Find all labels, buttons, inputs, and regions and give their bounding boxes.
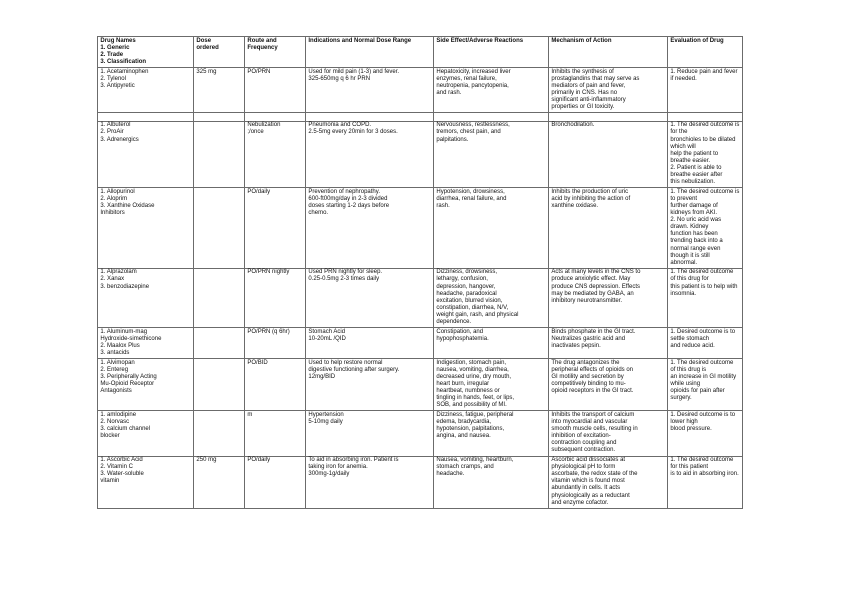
- header-line: 3. Classification: [100, 58, 147, 65]
- cell-line: opioids for pain after surgery.: [670, 388, 725, 402]
- cell-line: PO/daily: [247, 188, 271, 195]
- cell-line: Nausea, vomiting, heartburn,: [436, 457, 514, 464]
- cell-line: this patient is to help with insomnia.: [670, 283, 738, 297]
- table-row: [98, 359, 743, 411]
- cell-line: tingling in hands, feet, or lips,: [436, 395, 515, 402]
- cell-line: Constipation, and: [436, 328, 484, 335]
- table-row: [98, 121, 743, 187]
- cell-line: xanthine oxidase.: [551, 202, 599, 209]
- cell-line: produce anxiolytic effect. May: [551, 276, 631, 283]
- header-line: Side Effect/Adverse Reactions: [436, 37, 524, 44]
- dose-cell: [194, 121, 245, 187]
- cell-line: Inhibits the production of uric: [551, 188, 629, 195]
- cell-line: Ascorbic acid dissociates at: [551, 457, 626, 464]
- cell-line: stomach cramps, and: [436, 464, 494, 471]
- cell-line: competitively binding to mu-: [551, 380, 626, 387]
- header-dose: [194, 37, 245, 68]
- cell-line: physiologically as a reductant: [551, 492, 630, 499]
- cell-line: 1. Alvimopan: [100, 359, 135, 366]
- cell-line: 2. No uric acid was drawn. Kidney: [670, 217, 722, 231]
- table-row: [98, 456, 743, 508]
- cell-line: 1. The desired outcome for this patient: [670, 457, 734, 471]
- blank-cell: [245, 113, 306, 122]
- cell-line: this nebulization.: [670, 179, 716, 186]
- cell-line: may be mediated by GABA, an: [551, 290, 634, 297]
- cell-line: 1. The desired outcome is for the: [670, 122, 740, 136]
- evaluation-cell: [668, 456, 743, 508]
- cell-line: 1. Desired outcome is to settle stomach: [670, 328, 736, 342]
- cell-line: prostaglandins that may serve as: [551, 75, 640, 82]
- header-line: Frequency: [247, 44, 278, 51]
- drug-names-cell: [98, 456, 194, 508]
- header-line: Evaluation of Drug: [670, 37, 724, 44]
- header-line: ordered: [196, 44, 219, 51]
- cell-line: further damage of kidneys from AKI.: [670, 202, 718, 217]
- cell-line: 3. calcium channel: [100, 426, 151, 433]
- cell-line: 5-10mg daily: [308, 419, 343, 426]
- cell-line: GI motility and secretion by: [551, 373, 624, 380]
- cell-line: 12mg/BID: [308, 373, 336, 380]
- indications-cell: [306, 328, 434, 359]
- cell-line: 1. Ascorbic Acid: [100, 457, 143, 464]
- cell-line: properties or GI toxicity.: [551, 104, 615, 111]
- indications-cell: [306, 121, 434, 187]
- header-line: Route and: [247, 37, 277, 44]
- cell-line: Prevention of nephropathy.: [308, 188, 380, 195]
- cell-line: smooth muscle cells, resulting in: [551, 426, 638, 433]
- cell-line: 2. Maalox Plus: [100, 342, 140, 349]
- cell-line: SOB, and possibility of MI.: [436, 402, 507, 409]
- cell-line: 325-650mg q 6 hr PRN: [308, 75, 371, 82]
- cell-line: and enzyme cofactor.: [551, 499, 609, 506]
- cell-line: 3. Peripherally Acting: [100, 373, 157, 380]
- cell-line: hypotension, palpitations,: [436, 426, 505, 433]
- cell-line: Hydroxide-simethicone: [100, 335, 162, 342]
- cell-line: Used for mild pain (1-3) and fever.: [308, 68, 400, 75]
- cell-line: acid by inhibiting the action of: [551, 195, 631, 202]
- cell-line: 1. The desired outcome of this drug for: [670, 269, 734, 283]
- mechanism-cell: [549, 411, 668, 456]
- cell-line: 300mg-1g/daily: [308, 471, 350, 478]
- side-effects-cell: [434, 121, 549, 187]
- header-indications: [306, 37, 434, 68]
- mechanism-cell: [549, 67, 668, 112]
- cell-line: Acts at many levels in the CNS to: [551, 269, 641, 276]
- cell-line: 1. Aluminum-mag: [100, 328, 148, 335]
- dose-cell: [194, 188, 245, 269]
- cell-line: angina, and nausea.: [436, 433, 491, 440]
- blank-cell: [668, 113, 743, 122]
- cell-line: The drug antagonizes the: [551, 359, 620, 366]
- cell-line: lethargy, confusion,: [436, 276, 488, 283]
- cell-line: Indigestion, stomach pain,: [436, 359, 507, 366]
- cell-line: rash.: [436, 202, 450, 209]
- cell-line: PO/PRN nightly: [247, 269, 290, 276]
- cell-line: m: [247, 411, 253, 418]
- side-effects-cell: [434, 456, 549, 508]
- route-cell: [245, 328, 306, 359]
- cell-line: Dizziness, drowsiness,: [436, 269, 498, 276]
- cell-line: 2. Xanax: [100, 276, 125, 283]
- indications-cell: [306, 411, 434, 456]
- route-cell: [245, 268, 306, 327]
- cell-line: chemo.: [308, 210, 329, 217]
- side-effects-cell: [434, 268, 549, 327]
- mechanism-cell: [549, 268, 668, 327]
- cell-line: 1. The desired outcome is to prevent: [670, 188, 740, 202]
- cell-line: Mu-Opioid Receptor: [100, 380, 155, 387]
- indications-cell: [306, 67, 434, 112]
- cell-line: Pneumonia and COPD.: [308, 122, 372, 129]
- cell-line: headache, paradoxical: [436, 290, 497, 297]
- cell-line: blocker: [100, 433, 120, 440]
- cell-line: 0.25-0.5mg 2-3 times daily: [308, 276, 380, 283]
- cell-line: Hypertension: [308, 411, 344, 418]
- cell-line: palpitations.: [436, 136, 469, 143]
- cell-line: diarrhea, renal failure, and: [436, 195, 507, 202]
- cell-line: PO/BID: [247, 359, 268, 366]
- drug-table: [97, 36, 743, 509]
- cell-line: inhibition of excitation-: [551, 433, 611, 440]
- cell-line: 3. antacids: [100, 350, 130, 356]
- header-line: 1. Generic: [100, 44, 130, 51]
- mechanism-cell: [549, 359, 668, 411]
- cell-line: contraction coupling and: [551, 440, 617, 447]
- route-cell: [245, 67, 306, 112]
- cell-line: To aid in absorbing iron. Patient is: [308, 457, 399, 464]
- header-evaluation: [668, 37, 743, 68]
- evaluation-cell: [668, 268, 743, 327]
- blank-cell: [306, 113, 434, 122]
- cell-line: weight gain, rash, and physical: [436, 311, 519, 318]
- mechanism-cell: [549, 328, 668, 359]
- dose-cell: [194, 67, 245, 112]
- header-line: 2. Trade: [100, 51, 124, 58]
- blank-cell: [194, 113, 245, 122]
- drug-names-cell: [98, 67, 194, 112]
- cell-line: significant anti-inflammatory: [551, 96, 626, 103]
- cell-line: 250 mg: [196, 457, 217, 464]
- side-effects-cell: [434, 411, 549, 456]
- cell-line: Inhibitors: [100, 210, 125, 217]
- evaluation-cell: [668, 67, 743, 112]
- cell-line: Stomach Acid: [308, 328, 346, 335]
- cell-line: and reduce acid.: [670, 342, 715, 349]
- drug-names-cell: [98, 328, 194, 359]
- indications-cell: [306, 268, 434, 327]
- cell-line: doses starting 1-2 days before: [308, 202, 390, 209]
- cell-line: hypophosphatemia.: [436, 335, 489, 342]
- cell-line: nausea, vomiting, diarrhea,: [436, 366, 509, 373]
- dose-cell: [194, 328, 245, 359]
- header-line: Mechanism of Action: [551, 37, 612, 44]
- cell-line: 1. Allopurinol: [100, 188, 135, 195]
- route-cell: [245, 411, 306, 456]
- blank-row: [98, 113, 743, 122]
- blank-cell: [549, 113, 668, 122]
- cell-line: and rash.: [436, 89, 462, 96]
- cell-line: neutropenia, pancytopenia,: [436, 82, 509, 89]
- cell-line: edema, bradycardia,: [436, 419, 492, 426]
- cell-line: decreased urine, dry mouth,: [436, 373, 512, 380]
- cell-line: vitamin which is found most: [551, 478, 625, 485]
- cell-line: Neutralizes gastric acid and: [551, 335, 626, 342]
- table-body: [98, 67, 743, 508]
- table-row: [98, 268, 743, 327]
- header-side-effects: [434, 37, 549, 68]
- cell-line: primarily in CNS. Has no: [551, 89, 618, 96]
- header-mechanism: [549, 37, 668, 68]
- evaluation-cell: [668, 121, 743, 187]
- evaluation-cell: [668, 411, 743, 456]
- drug-names-cell: [98, 188, 194, 269]
- cell-line: heartbeat, numbness or: [436, 388, 500, 395]
- dose-cell: [194, 456, 245, 508]
- cell-line: Nervousness, restlessness,: [436, 122, 510, 129]
- cell-line: Hypotension, drowsiness,: [436, 188, 505, 195]
- drug-names-cell: [98, 268, 194, 327]
- cell-line: Bronchodilation.: [551, 122, 595, 129]
- cell-line: 1. amlodipine: [100, 411, 137, 418]
- header-drug-names: [98, 37, 194, 68]
- route-cell: [245, 188, 306, 269]
- cell-line: inactivates pepsin.: [551, 342, 601, 349]
- cell-line: normal range even though it is still: [670, 245, 721, 259]
- side-effects-cell: [434, 188, 549, 269]
- mechanism-cell: [549, 121, 668, 187]
- cell-line: constipation, diarrhea, N/V,: [436, 304, 509, 311]
- cell-line: enzymes, renal failure,: [436, 75, 497, 82]
- header-line: Drug Names: [100, 37, 136, 44]
- cell-line: 1. The desired outcome of this drug is: [670, 359, 734, 373]
- cell-line: taking iron for anemia.: [308, 464, 368, 471]
- indications-cell: [306, 456, 434, 508]
- cell-line: into myocardial and vascular: [551, 419, 628, 426]
- cell-line: excitation, blurred vision,: [436, 297, 503, 304]
- cell-line: Dizziness, fatigue, peripheral: [436, 411, 514, 418]
- table-row: [98, 188, 743, 269]
- cell-line: Inhibits the transport of calcium: [551, 411, 635, 418]
- header-line: Indications and Normal Dose Range: [308, 37, 412, 44]
- cell-line: peripheral effects of opioids on: [551, 366, 633, 373]
- cell-line: 1. Desired outcome is to lower high: [670, 411, 736, 426]
- cell-line: 1. Reduce pain and fever if needed.: [670, 68, 738, 82]
- cell-line: ;/once: [247, 129, 264, 136]
- drug-names-cell: [98, 411, 194, 456]
- cell-line: vitamin: [100, 478, 120, 485]
- side-effects-cell: [434, 359, 549, 411]
- cell-line: 3. Adrenergics: [100, 136, 139, 143]
- route-cell: [245, 359, 306, 411]
- cell-line: 2. Entereg: [100, 366, 129, 373]
- dose-cell: [194, 268, 245, 327]
- cell-line: physiological pH to form: [551, 464, 616, 471]
- cell-line: inhibitory neurotransmitter.: [551, 297, 623, 304]
- route-cell: [245, 456, 306, 508]
- cell-line: 325 mg: [196, 68, 217, 75]
- cell-line: an increase in GI motility while using: [670, 373, 737, 387]
- indications-cell: [306, 188, 434, 269]
- mechanism-cell: [549, 456, 668, 508]
- cell-line: Used PRN nightly for sleep.: [308, 269, 383, 276]
- drug-names-cell: [98, 359, 194, 411]
- header-line: Dose: [196, 37, 212, 44]
- indications-cell: [306, 359, 434, 411]
- cell-line: abnormal.: [670, 259, 698, 266]
- dose-cell: [194, 411, 245, 456]
- mechanism-cell: [549, 188, 668, 269]
- cell-line: function has been trending back into a: [670, 231, 723, 245]
- cell-line: digestive functioning after surgery.: [308, 366, 400, 373]
- evaluation-cell: [668, 188, 743, 269]
- cell-line: headache.: [436, 471, 465, 478]
- cell-line: dependence.: [436, 319, 472, 326]
- cell-line: PO/daily: [247, 457, 271, 464]
- cell-line: Antagonists: [100, 388, 132, 395]
- cell-line: Inhibits the synthesis of: [551, 68, 614, 75]
- cell-line: blood pressure.: [670, 426, 712, 433]
- evaluation-cell: [668, 359, 743, 411]
- cell-line: 3. Water-soluble: [100, 471, 144, 478]
- cell-line: produce CNS depression. Effects: [551, 283, 640, 290]
- cell-line: bronchioles to be dilated which will: [670, 136, 736, 150]
- cell-line: 3. benzodiazepine: [100, 283, 150, 290]
- cell-line: ascorbate, the redox state of the: [551, 471, 638, 478]
- cell-line: 2. Norvasc: [100, 419, 130, 426]
- cell-line: Used to help restore normal: [308, 359, 383, 366]
- cell-line: 2. ProAir: [100, 129, 124, 136]
- cell-line: is to aid in absorbing iron.: [670, 471, 739, 478]
- header-route: [245, 37, 306, 68]
- cell-line: help the patient to breathe easier.: [670, 150, 719, 164]
- blank-cell: [434, 113, 549, 122]
- cell-line: PO/PRN: [247, 68, 271, 75]
- table-row: [98, 411, 743, 456]
- cell-line: Hepatoxicity, increased liver: [436, 68, 511, 75]
- cell-line: mediators of pain and fever,: [551, 82, 626, 89]
- cell-line: 2. Vitamin C: [100, 464, 133, 471]
- cell-line: heart burn, irregular: [436, 380, 490, 387]
- side-effects-cell: [434, 328, 549, 359]
- drug-names-cell: [98, 121, 194, 187]
- cell-line: PO/PRN (q 6hr): [247, 328, 290, 335]
- blank-cell: [98, 113, 194, 122]
- table-row: [98, 67, 743, 112]
- cell-line: tremors, chest pain, and: [436, 129, 501, 136]
- cell-line: 2. Patient is able to breathe easier after: [670, 164, 723, 178]
- side-effects-cell: [434, 67, 549, 112]
- cell-line: 2. Tylenol: [100, 75, 126, 82]
- route-cell: [245, 121, 306, 187]
- table-row: [98, 328, 743, 359]
- cell-line: 3. Xanthine Oxidase: [100, 202, 155, 209]
- cell-line: 3. Antipyretic: [100, 82, 135, 89]
- header-row: [98, 37, 743, 68]
- cell-line: 10-20mL /QID: [308, 335, 346, 342]
- cell-line: 1. Acetaminophen: [100, 68, 149, 75]
- cell-line: 2.5-5mg every 20min for 3 doses.: [308, 129, 398, 136]
- cell-line: 2. Aloprim: [100, 195, 128, 202]
- cell-line: Binds phosphate in the GI tract.: [551, 328, 636, 335]
- cell-line: 1. Albuterol: [100, 122, 131, 129]
- evaluation-cell: [668, 328, 743, 359]
- cell-line: 600-ft00mg/day in 2-3 divided: [308, 195, 388, 202]
- cell-line: opioid receptors in the GI tract.: [551, 388, 634, 395]
- cell-line: 1. Alprazolam: [100, 269, 137, 276]
- cell-line: Nebulization: [247, 122, 281, 129]
- dose-cell: [194, 359, 245, 411]
- cell-line: abundantly in cells. It acts: [551, 485, 621, 492]
- cell-line: depression, hangover,: [436, 283, 496, 290]
- cell-line: subsequent contraction.: [551, 447, 616, 454]
